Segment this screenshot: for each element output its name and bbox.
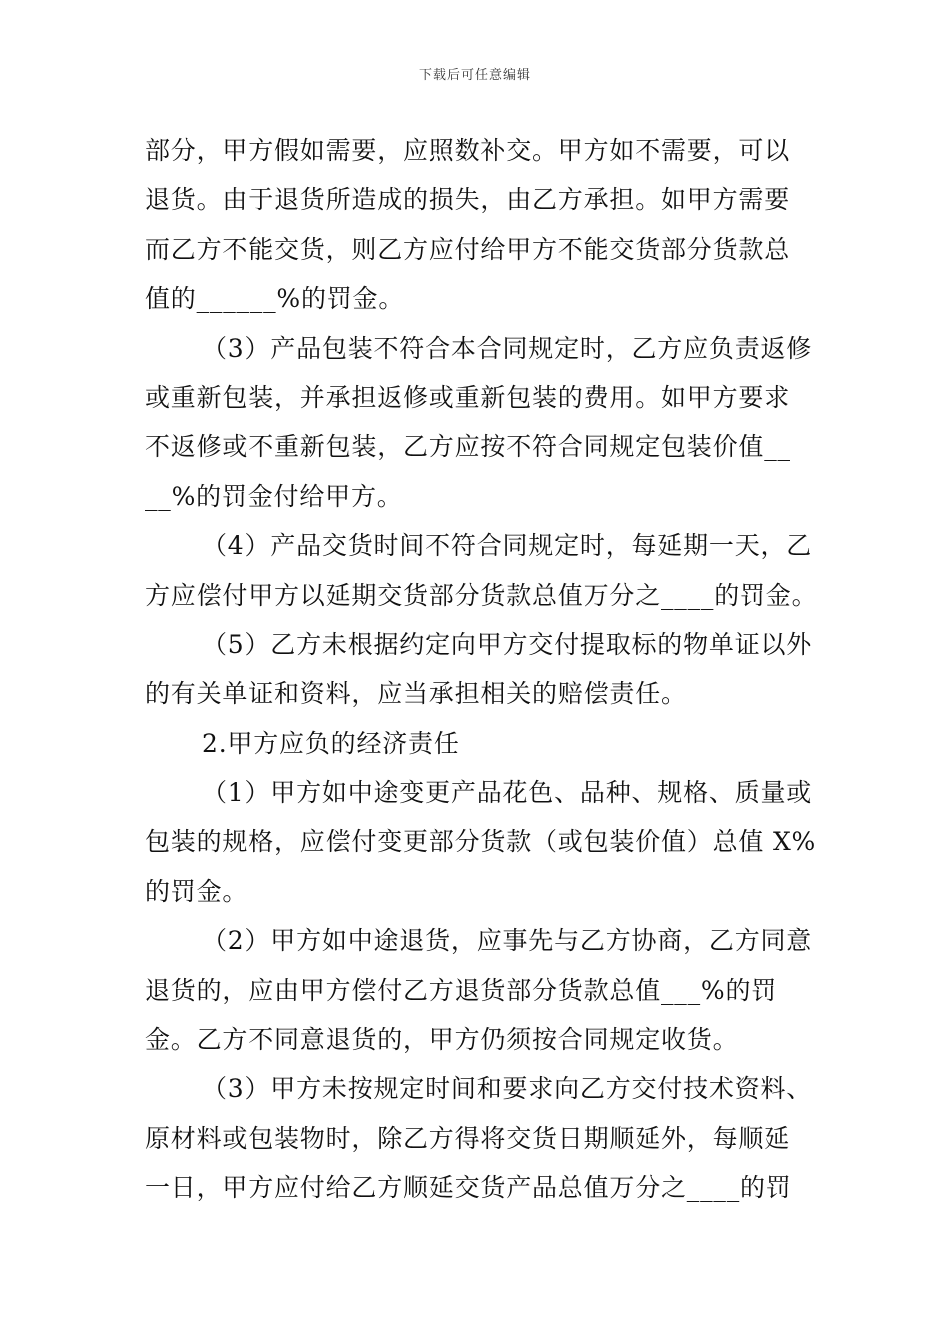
- clause-3b-start: （3）甲方未按规定时间和要求向乙方交付技术资料、: [202, 1074, 813, 1104]
- text-line: 包装的规格，应偿付变更部分货款（或包装价值）总值 X%: [145, 827, 817, 857]
- text-line: 的有关单证和资料，应当承担相关的赔偿责任。: [145, 679, 687, 709]
- clause-5-start: （5）乙方未根据约定向甲方交付提取标的物单证以外: [202, 629, 813, 659]
- text-line: 的罚金。: [145, 876, 249, 906]
- text-line: 部分，甲方假如需要，应照数补交。甲方如不需要，可以: [145, 136, 791, 165]
- document-body: [145, 126, 818, 1213]
- text-line: 值的______%的罚金。: [145, 284, 405, 314]
- text-line: 方应偿付甲方以延期交货部分货款总值万分之____的罚金。: [145, 580, 818, 610]
- text-line: 而乙方不能交货，则乙方应付给甲方不能交货部分货款总: [145, 234, 791, 264]
- text-line: 不返修或不重新包装，乙方应按不符合同规定包装价值__: [145, 432, 791, 462]
- page-header: 下载后可任意编辑: [418, 68, 531, 83]
- text-line: __%的罚金付给甲方。: [145, 481, 403, 511]
- text-line: 原材料或包装物时，除乙方得将交货日期顺延外，每顺延: [145, 1123, 791, 1153]
- clause-2-start: （2）甲方如中途退货，应事先与乙方协商，乙方同意: [202, 926, 813, 956]
- text-line: 或重新包装，并承担返修或重新包装的费用。如甲方要求: [145, 382, 791, 412]
- clause-1-start: （1）甲方如中途变更产品花色、品种、规格、质量或: [202, 778, 813, 808]
- section-heading: 2.甲方应负的经济责任: [202, 728, 460, 758]
- text-line: 一日，甲方应付给乙方顺延交货产品总值万分之____的罚: [145, 1173, 792, 1203]
- text-line: 金。乙方不同意退货的，甲方仍须按合同规定收货。: [145, 1025, 739, 1055]
- clause-3-start: （3）产品包装不符合本合同规定时，乙方应负责返修: [202, 333, 813, 363]
- text-line: 退货的，应由甲方偿付乙方退货部分货款总值___%的罚: [145, 975, 778, 1005]
- clause-4-start: （4）产品交货时间不符合同规定时，每延期一天，乙: [202, 531, 813, 561]
- text-line: 退货。由于退货所造成的损失，由乙方承担。如甲方需要: [145, 185, 791, 215]
